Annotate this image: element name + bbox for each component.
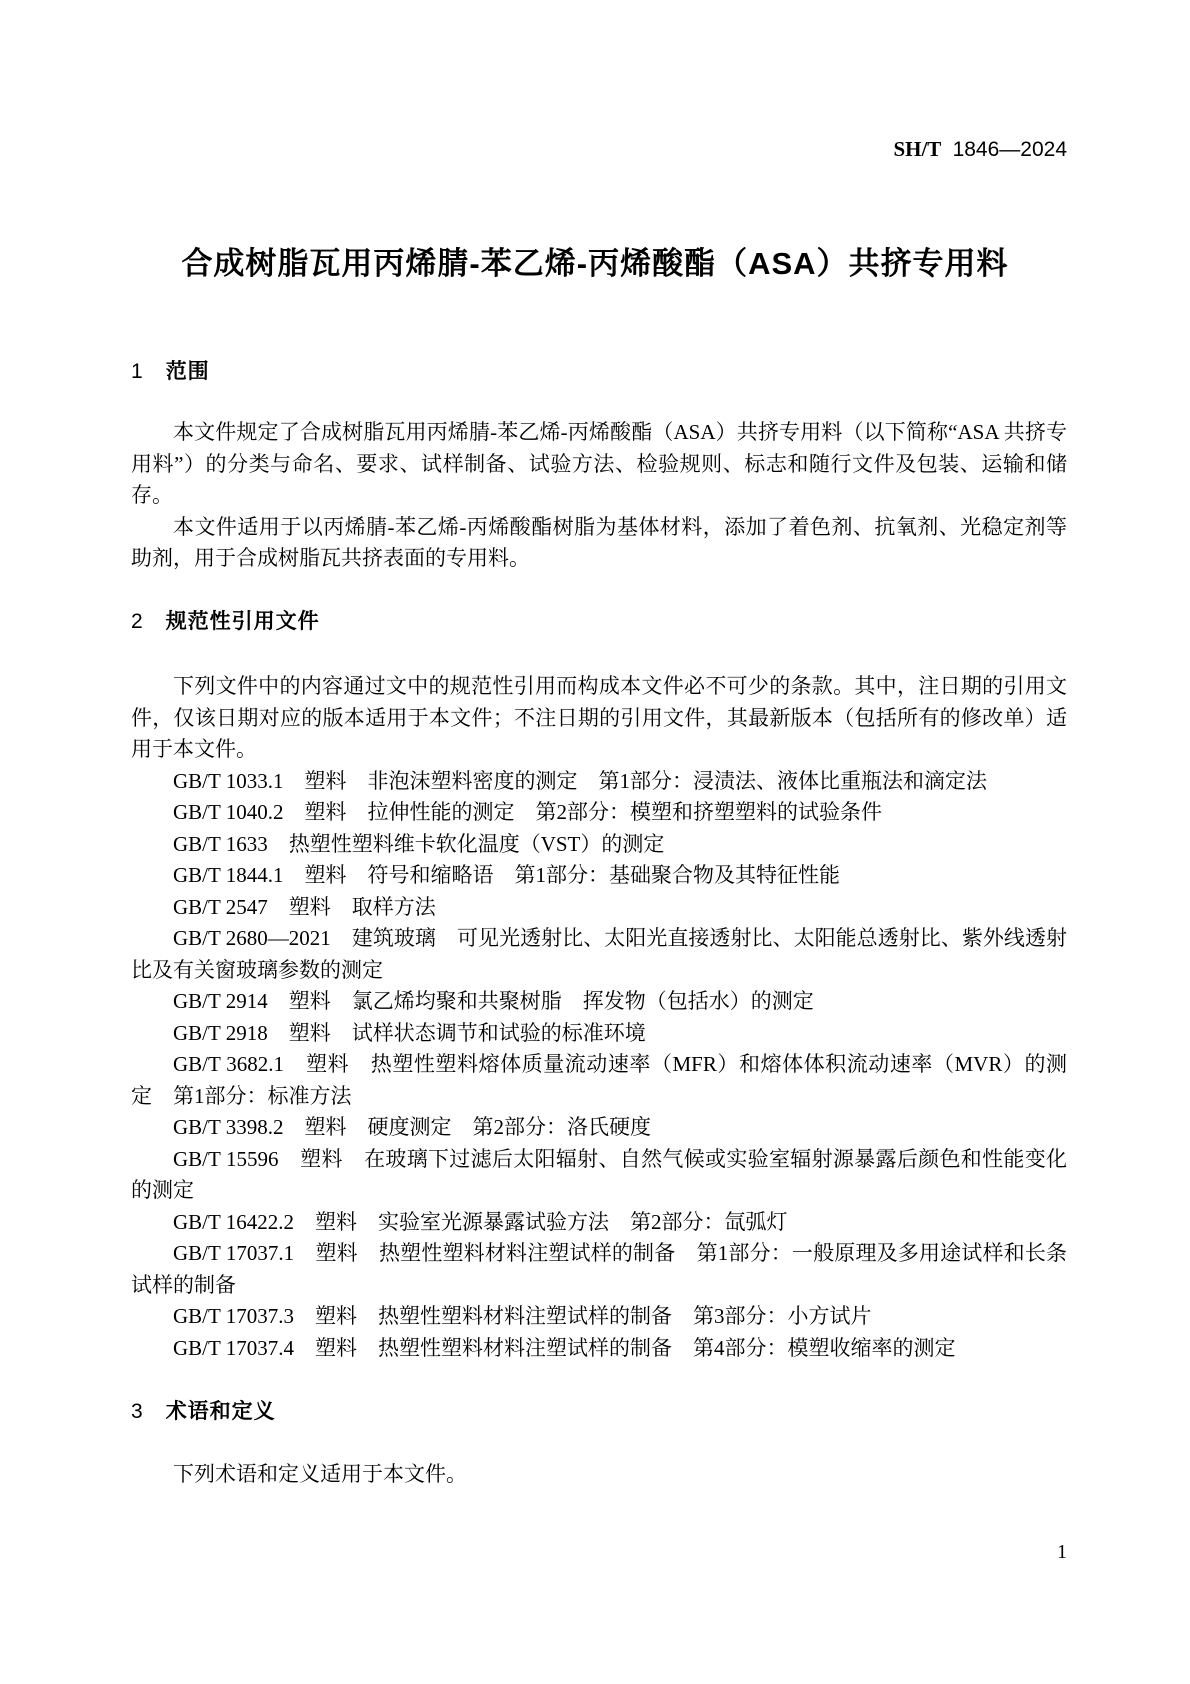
reference-item: GB/T 3682.1 塑料 热塑性塑料熔体质量流动速率（MFR）和熔体体积流动速率（MVR）的测定 第1部分：标准方法: [131, 1052, 1067, 1108]
reference-item: GB/T 2918 塑料 试样状态调节和试验的标准环境: [173, 1020, 646, 1045]
reference-item: GB/T 2547 塑料 取样方法: [173, 894, 436, 919]
section-3-body: [131, 1459, 1067, 1491]
reference-item: GB/T 1040.2 塑料 拉伸性能的测定 第2部分：模塑和挤塑塑料的试验条件: [173, 800, 882, 824]
reference-item: GB/T 3398.2 塑料 硬度测定 第2部分：洛氏硬度: [173, 1115, 651, 1139]
section-2-title: 规范性引用文件: [165, 610, 320, 633]
section-2-number: 2: [131, 610, 143, 633]
standard-code: [893, 136, 1067, 163]
section-1-body: [131, 417, 1067, 575]
reference-item: GB/T 1844.1 塑料 符号和缩略语 第1部分：基础聚合物及其特征性能: [173, 863, 840, 887]
reference-item: GB/T 1633 热塑性塑料维卡软化温度（VST）的测定: [173, 831, 665, 856]
paragraph-scope-1: 本文件规定了合成树脂瓦用丙烯腈-苯乙烯-丙烯酸酯（ASA）共挤专用料（以下简称“ASA 共挤专用料”）的分类与命名、要求、试样制备、试验方法、检验规则、标志和随行文件及包装、运输和储存。: [131, 420, 1067, 507]
section-3-heading: [131, 1396, 1067, 1427]
reference-item: GB/T 15596 塑料 在玻璃下过滤后太阳辐射、自然气候或实验室辐射源暴露后颜色和性能变化的测定: [131, 1146, 1067, 1202]
section-2-body: [131, 671, 1067, 1364]
page-number: 1: [1057, 1541, 1067, 1563]
standard-code-number: 1846—2024: [952, 138, 1067, 161]
section-2-heading: [131, 606, 1067, 637]
reference-item: GB/T 2914 塑料 氯乙烯均聚和共聚树脂 挥发物（包括水）的测定: [173, 989, 814, 1013]
standard-code-prefix: SH/T: [893, 137, 942, 161]
reference-item: GB/T 17037.1 塑料 热塑性塑料材料注塑试样的制备 第1部分：一般原理及多用途试样和长条试样的制备: [131, 1241, 1067, 1297]
section-3-title: 术语和定义: [165, 1400, 276, 1423]
paragraph-references-intro: 下列文件中的内容通过文中的规范性引用而构成本文件必不可少的条款。其中，注日期的引用文件，仅该日期对应的版本适用于本文件；不注日期的引用文件，其最新版本（包括所有的修改单）适用于本文件。: [131, 674, 1067, 761]
paragraph-terms-intro: 下列术语和定义适用于本文件。: [173, 1462, 467, 1486]
document-title: 合成树脂瓦用丙烯腈-苯乙烯-丙烯酸酯（ASA）共挤专用料: [181, 246, 1009, 281]
section-3-number: 3: [131, 1400, 143, 1423]
reference-item: GB/T 17037.4 塑料 热塑性塑料材料注塑试样的制备 第4部分：模塑收缩率的测定: [173, 1335, 956, 1360]
reference-item: GB/T 2680—2021 建筑玻璃 可见光透射比、太阳光直接透射比、太阳能总透射比、紫外线透射比及有关窗玻璃参数的测定: [131, 926, 1067, 982]
reference-item: GB/T 1033.1 塑料 非泡沫塑料密度的测定 第1部分：浸渍法、液体比重瓶法和滴定法: [173, 768, 987, 793]
section-1-number: 1: [131, 360, 143, 383]
section-1-heading: [131, 356, 1067, 387]
reference-item: GB/T 16422.2 塑料 实验室光源暴露试验方法 第2部分：氙弧灯: [173, 1209, 788, 1234]
paragraph-scope-2: 本文件适用于以丙烯腈-苯乙烯-丙烯酸酯树脂为基体材料，添加了着色剂、抗氧剂、光稳定剂等助剂，用于合成树脂瓦共挤表面的专用料。: [131, 514, 1067, 570]
section-1-title: 范围: [165, 360, 210, 383]
reference-item: GB/T 17037.3 塑料 热塑性塑料材料注塑试样的制备 第3部分：小方试片: [173, 1304, 872, 1328]
